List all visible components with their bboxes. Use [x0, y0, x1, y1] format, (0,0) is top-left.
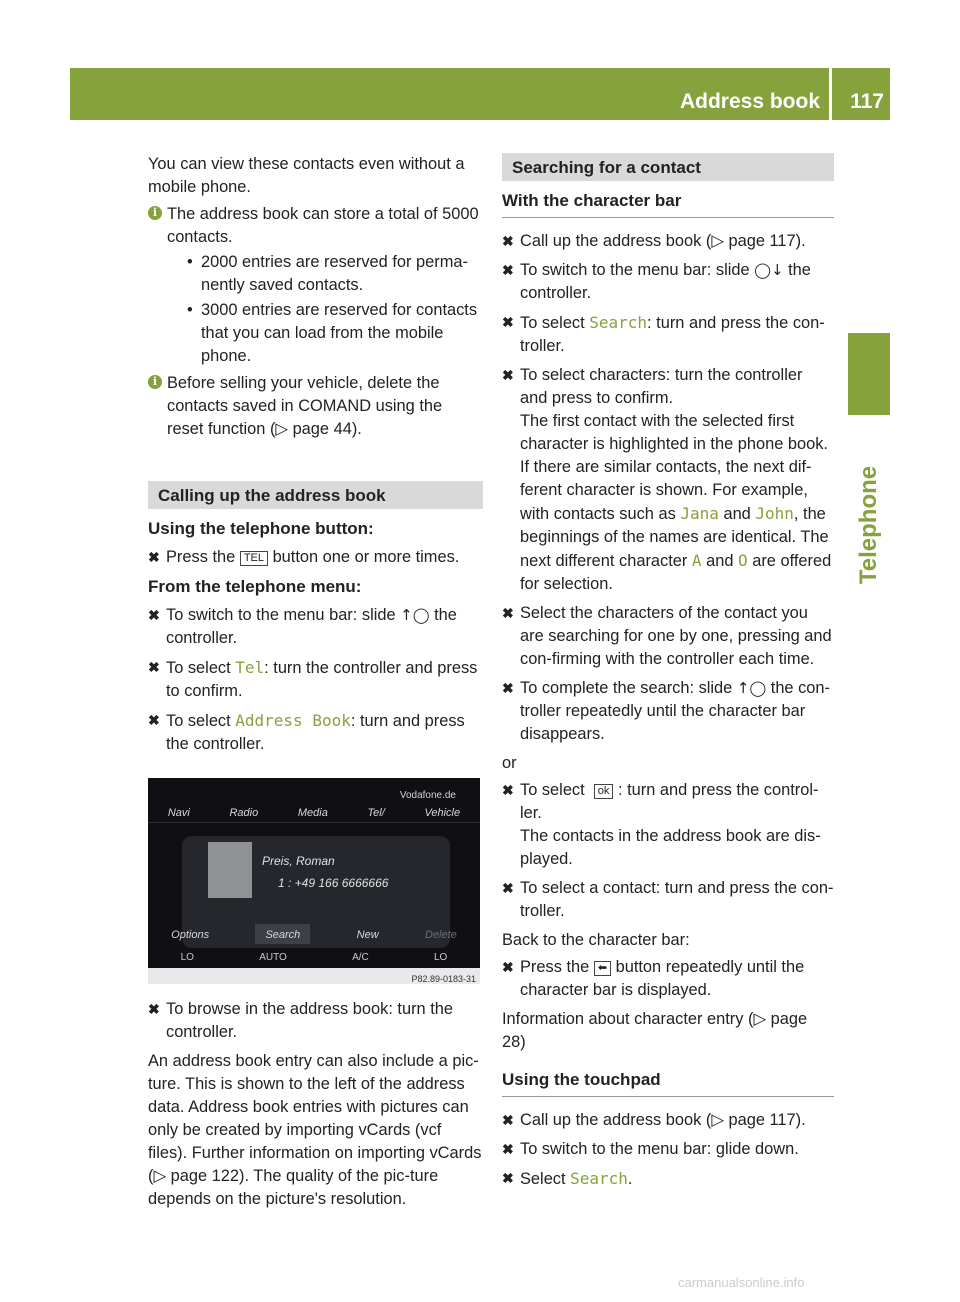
image-reference-text: P82.89-0183-31	[411, 974, 476, 984]
controller-slide-down-icon: ◯↓	[754, 261, 784, 279]
screen-bottom-bar	[148, 924, 480, 944]
step-text: To switch to the menu bar: slide	[520, 261, 750, 279]
menu-item-tel: Tel	[235, 658, 265, 677]
instruction-step	[502, 956, 834, 1002]
instruction-step	[148, 998, 483, 1044]
instruction-step	[502, 259, 834, 305]
step-text: To select	[166, 659, 231, 677]
image-reference	[148, 968, 480, 984]
info-icon: i	[148, 375, 162, 389]
instruction-step	[502, 1167, 834, 1191]
tel-button-icon: TEL	[240, 551, 268, 566]
back-text: Back to the character bar:	[502, 931, 690, 949]
section-title: Calling up the address book	[148, 481, 483, 509]
step-arrow-icon: ✖	[148, 607, 160, 623]
step-text: are offered for selection.	[520, 552, 832, 593]
header-separator	[829, 68, 832, 120]
step-text: To select	[520, 314, 585, 332]
step-arrow-icon: ✖	[502, 880, 514, 896]
chapter-tab	[848, 333, 890, 415]
controller-slide-up-icon: ↑◯	[400, 606, 430, 624]
contact-photo	[208, 842, 252, 898]
instruction-step	[148, 709, 483, 756]
step-text: Press the	[520, 958, 590, 976]
step-text: To switch to the menu bar: glide down.	[520, 1140, 799, 1158]
screen-status: Vodafone.de	[399, 790, 456, 801]
step-text: To complete the search: slide	[520, 679, 733, 697]
screen-bottom-item: Search	[255, 924, 310, 944]
step-arrow-icon: ✖	[502, 233, 514, 249]
step-text: To browse in the address book: turn the controller.	[166, 1000, 454, 1041]
screen-menu-item: Radio	[229, 807, 259, 819]
step-text: To switch to the menu bar: slide	[166, 606, 396, 624]
step-arrow-icon: ✖	[148, 1001, 160, 1017]
step-text: the controller.	[520, 261, 811, 302]
right-column	[502, 153, 834, 1197]
instruction-step	[502, 1109, 834, 1132]
info-entry-text: Information about character entry (▷ page 28)	[502, 1010, 808, 1051]
info-text: The address book can store a total of 5000 contacts.	[167, 205, 479, 246]
step-text: Select	[520, 1170, 566, 1188]
step-text: .	[627, 1170, 633, 1188]
step-arrow-icon: ✖	[502, 605, 514, 621]
screen-bottom-item: Options	[171, 929, 210, 941]
step-arrow-icon: ✖	[502, 367, 514, 383]
step-arrow-icon: ✖	[502, 782, 514, 798]
step-text: : turn and press the control-ler.	[520, 781, 819, 822]
instruction-step	[148, 546, 483, 569]
screen-contact-number: 1 : +49 166 6666666	[278, 876, 389, 890]
screen-climate-bar	[148, 946, 480, 966]
menu-item-search: Search	[589, 313, 648, 332]
step-arrow-icon: ✖	[502, 1141, 514, 1157]
step-arrow-icon: ✖	[502, 959, 514, 975]
example-name-jana: Jana	[680, 504, 719, 523]
instruction-step	[502, 230, 834, 253]
page-number: 117	[850, 90, 884, 113]
paragraph-pictures: An address book entry can also include a pic-ture. This is shown to the left of the address data. Address book entries with pictures can only be created by importing vCards (vcf files). Further information on importing vCards (▷ page 122). The quality of the pic-ture depends on the picture's resolution.	[148, 1052, 482, 1208]
example-name-john: John	[755, 504, 794, 523]
ok-button-icon: ok	[594, 784, 614, 799]
bullet-item: • 2000 entries are reserved for perma-nently saved contacts.	[167, 251, 483, 297]
step-text: the con-troller repeatedly until the character bar disappears.	[520, 679, 830, 743]
chapter-label-text: Telephone	[855, 465, 882, 585]
info-note-capacity	[148, 203, 483, 368]
screen-menu-item: Vehicle	[424, 807, 461, 819]
info-icon: i	[148, 206, 162, 220]
instruction-step	[502, 677, 834, 746]
step-text: The contacts in the address book are dis-played.	[520, 827, 821, 868]
step-text: , the beginnings of the names are identical. The next different character	[520, 505, 829, 570]
step-text: Press the	[166, 548, 236, 566]
subheading: Using the telephone button:	[148, 519, 374, 538]
step-text: button repeatedly until the character bar is displayed.	[520, 958, 805, 999]
step-text: : turn and press the con-troller.	[520, 314, 825, 355]
page-header	[70, 68, 890, 120]
step-arrow-icon: ✖	[502, 1170, 514, 1186]
step-arrow-icon: ✖	[502, 680, 514, 696]
subheading: With the character bar	[502, 189, 834, 218]
step-text: Call up the address book (▷ page 117).	[520, 232, 806, 250]
step-arrow-icon: ✖	[148, 659, 160, 675]
instruction-step	[502, 602, 834, 671]
screen-contact-name: Preis, Roman	[262, 854, 335, 868]
back-button-icon: ⬅	[594, 961, 611, 976]
climate-item: LO	[180, 952, 194, 963]
instruction-step	[502, 877, 834, 923]
info-note-reset	[148, 372, 483, 441]
instruction-step	[502, 364, 834, 596]
screen-menu-bar	[148, 802, 480, 823]
or-text: or	[502, 754, 517, 772]
step-text: To select	[166, 712, 231, 730]
instruction-step	[502, 1138, 834, 1161]
instruction-step	[502, 779, 834, 871]
instruction-step	[148, 604, 483, 650]
footer-watermark: carmanualsonline.info	[678, 1275, 805, 1290]
climate-item: A/C	[352, 952, 369, 963]
section-title: Searching for a contact	[502, 153, 834, 181]
subheading: From the telephone menu:	[148, 577, 362, 596]
chapter-label	[847, 440, 891, 610]
step-text: : turn and press the controller.	[166, 712, 465, 753]
example-char-a: A	[691, 551, 702, 570]
header-title: Address book	[679, 90, 820, 113]
step-text: the controller.	[166, 606, 457, 647]
step-arrow-icon: ✖	[148, 549, 160, 565]
instruction-step	[502, 311, 834, 358]
step-text: Call up the address book (▷ page 117).	[520, 1111, 806, 1129]
info-text: Before selling your vehicle, delete the contacts saved in COMAND using the reset function (▷ page 44).	[167, 374, 443, 438]
step-arrow-icon: ✖	[148, 712, 160, 728]
step-text: and	[706, 552, 734, 570]
controller-slide-up-icon: ↑◯	[736, 679, 767, 697]
screen-menu-item: Navi	[167, 807, 190, 819]
step-text: The first contact with the selected first character is highlighted in the phone book. If there are similar contacts, the next dif-ferent character is shown. For example, with contacts such as	[520, 412, 828, 523]
step-arrow-icon: ✖	[502, 1112, 514, 1128]
screen-bottom-item: Delete	[425, 929, 457, 941]
step-text: : turn the controller and press to confirm.	[166, 659, 478, 700]
step-text: To select a contact: turn and press the con-troller.	[520, 879, 834, 920]
step-text: To select characters: turn the controller and press to confirm.	[520, 366, 803, 407]
example-char-o: O	[738, 551, 748, 570]
step-text: and	[723, 505, 751, 523]
comand-screen-image	[148, 778, 480, 984]
step-text: button one or more times.	[272, 548, 460, 566]
climate-item: AUTO	[259, 952, 287, 963]
left-column	[148, 153, 483, 1215]
menu-item-address-book: Address Book	[235, 711, 351, 730]
climate-item: LO	[434, 952, 448, 963]
step-arrow-icon: ✖	[502, 262, 514, 278]
bullet-item: • 3000 entries are reserved for contacts that you can load from the mobile phone.	[167, 299, 483, 368]
instruction-step	[148, 656, 483, 703]
intro-text: You can view these contacts even without a mobile phone.	[148, 155, 465, 196]
step-arrow-icon: ✖	[502, 314, 514, 330]
screen-bottom-item: New	[356, 929, 379, 941]
screen-menu-item: Tel/	[367, 807, 385, 819]
screen-menu-item: Media	[297, 807, 328, 819]
step-text: To select	[520, 781, 585, 799]
subheading: Using the touchpad	[502, 1068, 834, 1097]
menu-item-search: Search	[570, 1169, 628, 1188]
step-text: Select the characters of the contact you are searching for one by one, pressing and con-firming with the controller each time.	[520, 604, 832, 668]
